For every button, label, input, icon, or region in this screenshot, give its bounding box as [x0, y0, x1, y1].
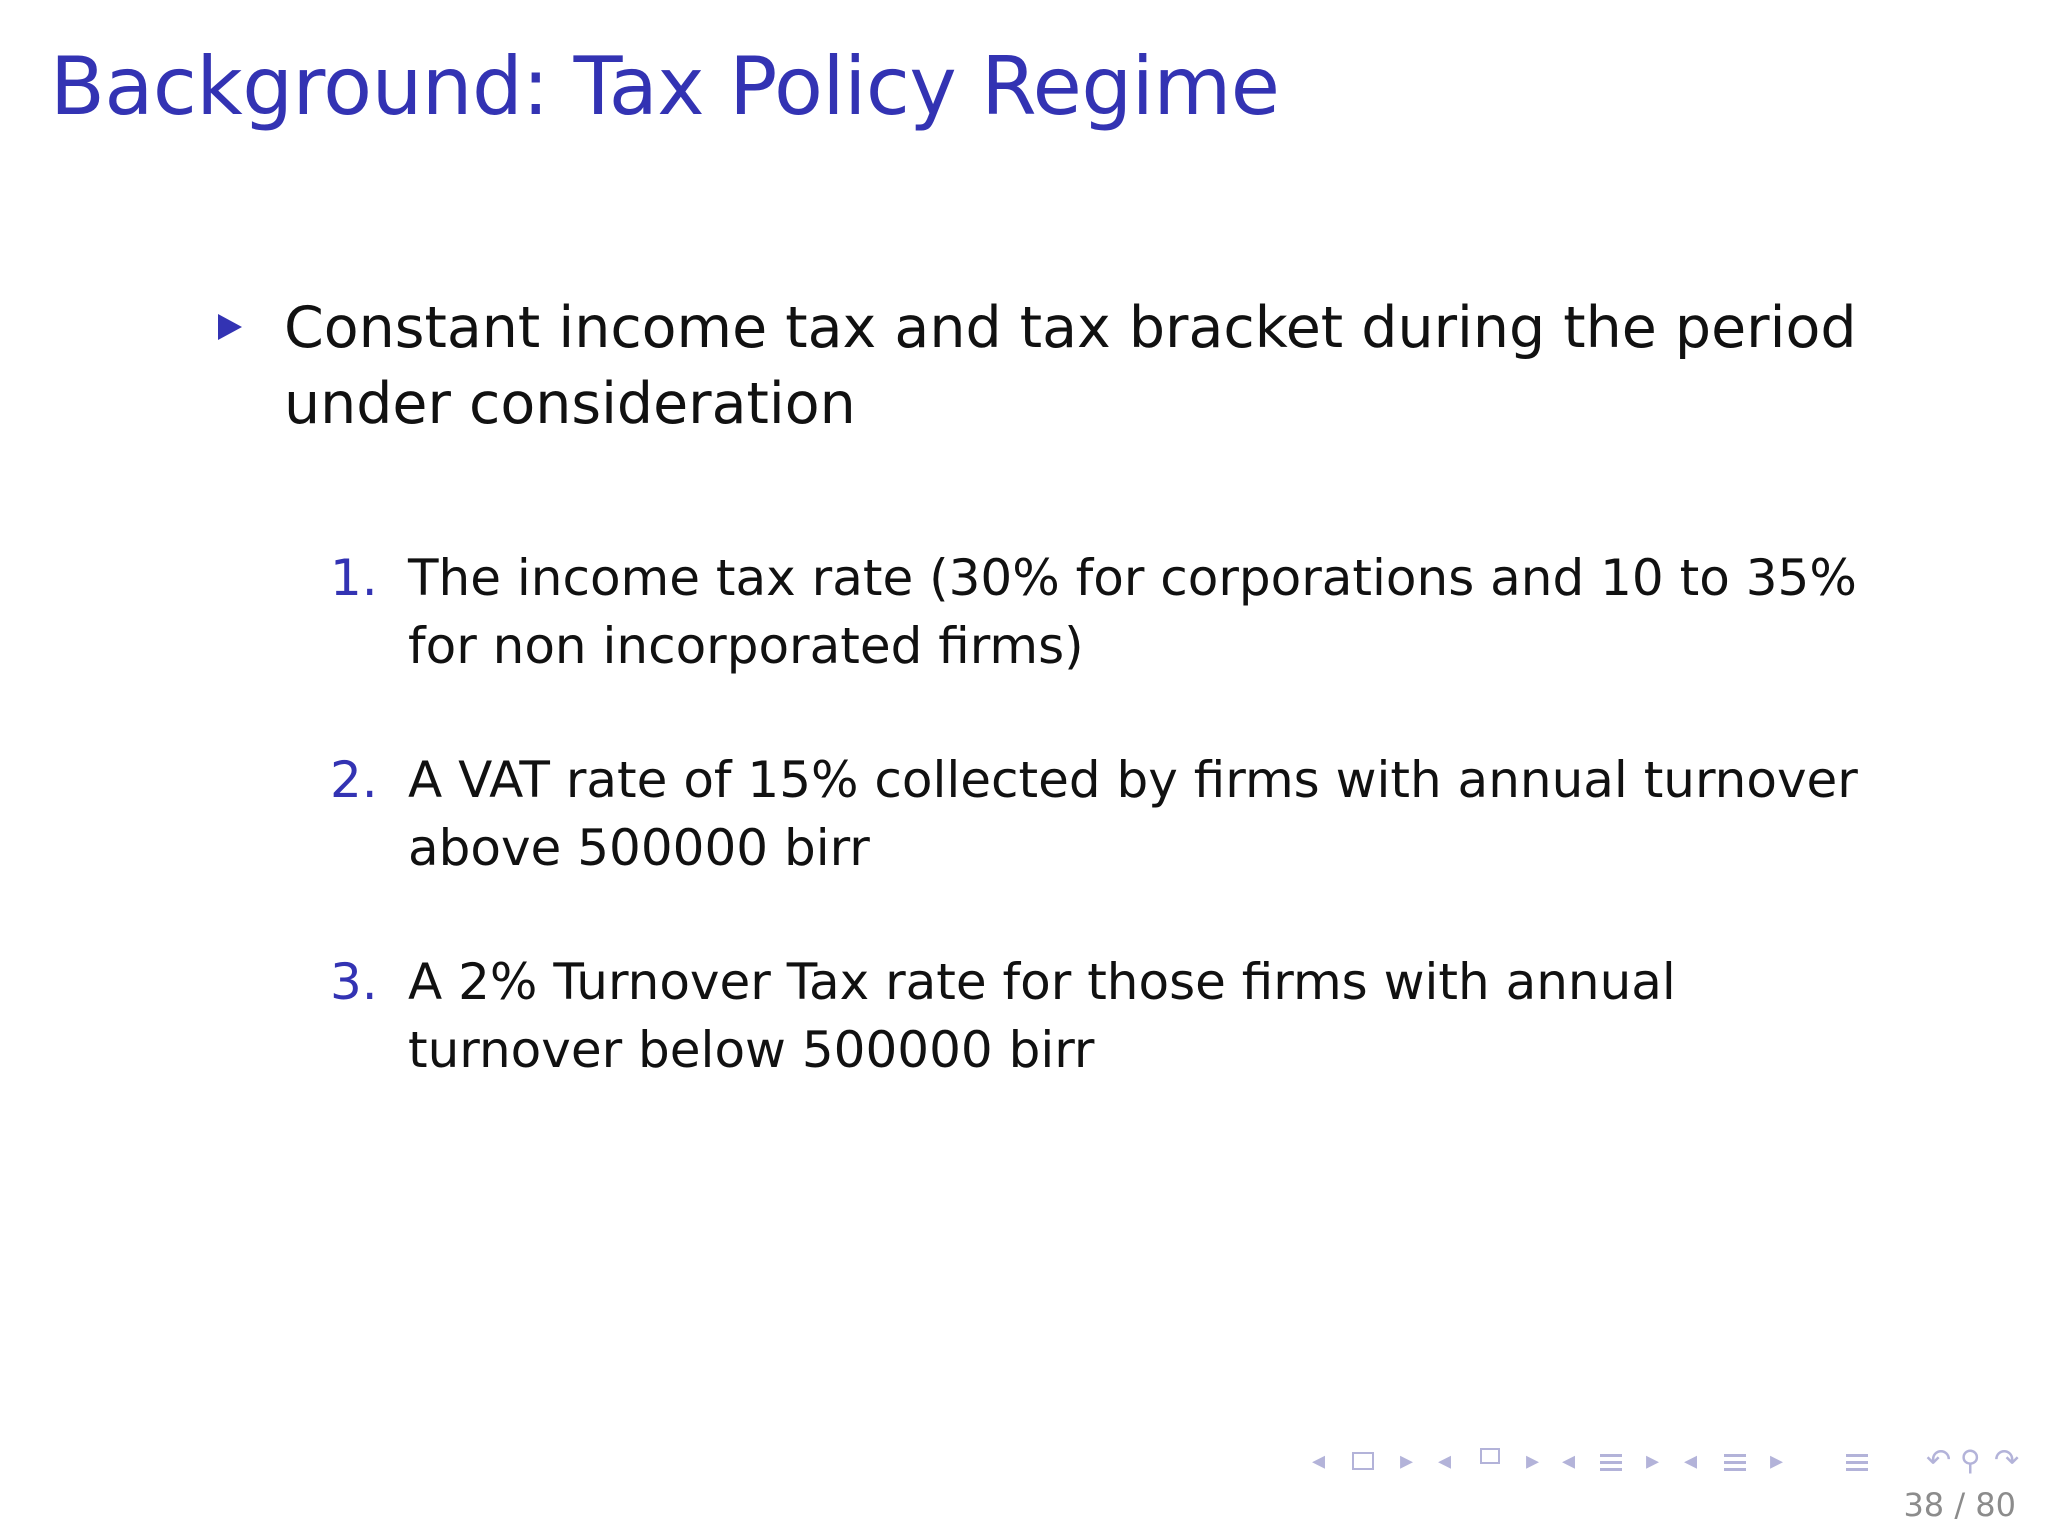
next-section-arrow-icon[interactable]: ▸ — [1646, 1446, 1660, 1476]
beamer-navigation-bar — [1310, 1438, 2030, 1488]
slide-title: Background: Tax Policy Regime — [50, 40, 1280, 133]
redo-icon[interactable]: ↷ — [1994, 1443, 2020, 1478]
enumerate-text: A 2% Turnover Tax rate for those firms with annual turnover below 500000 birr — [408, 953, 1676, 1079]
prev-frame-arrow-icon[interactable]: ◂ — [1438, 1446, 1452, 1476]
frame-icon[interactable] — [1352, 1452, 1374, 1470]
search-icon[interactable]: ⚲ — [1960, 1444, 1981, 1477]
enumerate-number: 3. — [330, 953, 378, 1011]
next-subsection-arrow-icon[interactable]: ▸ — [1770, 1446, 1784, 1476]
next-frame-arrow-icon[interactable]: ▸ — [1526, 1446, 1540, 1476]
bullet-text: Constant income tax and tax bracket during the period under consideration — [284, 295, 1857, 437]
next-slide-arrow-icon[interactable]: ▸ — [1400, 1446, 1414, 1476]
enumerate-number: 2. — [330, 751, 378, 809]
frames-icon[interactable] — [1480, 1448, 1500, 1464]
prev-section-arrow-icon[interactable]: ◂ — [1562, 1446, 1576, 1476]
enumerate-text: The income tax rate (30% for corporations and 10 to 35% for non incorporated firms) — [408, 549, 1857, 675]
triangle-right-icon — [218, 314, 242, 340]
page-counter — [1903, 1486, 2016, 1524]
prev-slide-arrow-icon[interactable]: ◂ — [1312, 1446, 1326, 1476]
toc-icon[interactable] — [1846, 1454, 1868, 1475]
current-page-number: 38 — [1903, 1486, 1945, 1524]
enumerate-text: A VAT rate of 15% collected by firms with annual turnover above 500000 birr — [408, 751, 1858, 877]
subsection-icon[interactable] — [1724, 1454, 1746, 1475]
total-pages-number: 80 — [1975, 1486, 2016, 1524]
page-separator: / — [1954, 1486, 1966, 1524]
enumerate-number: 1. — [330, 549, 378, 607]
section-icon[interactable] — [1600, 1454, 1622, 1475]
prev-subsection-arrow-icon[interactable]: ◂ — [1684, 1446, 1698, 1476]
undo-icon[interactable]: ↶ — [1926, 1443, 1952, 1478]
